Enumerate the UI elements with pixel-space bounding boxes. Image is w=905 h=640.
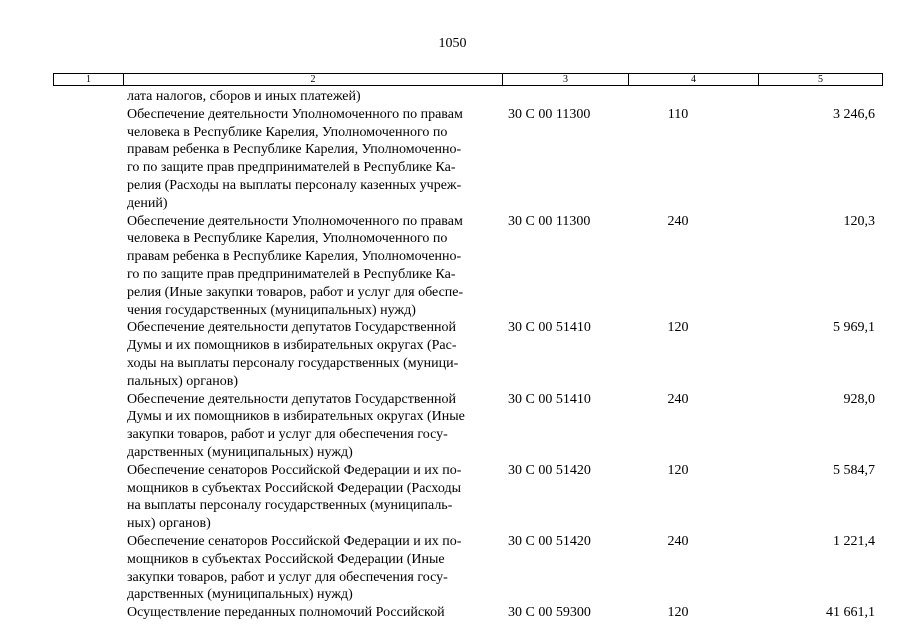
row-amount: 928,0 <box>843 391 875 407</box>
description-line: мощников в субъектах Российской Федерации (Расходы <box>127 480 462 496</box>
row-description <box>127 106 495 213</box>
description-line: го по защите прав предпринимателей в Республике Ка- <box>127 160 456 176</box>
row-target-code: 30 С 00 51410 <box>508 391 591 407</box>
description-line: человека в Республике Карелия, Уполномоченного по <box>127 231 448 247</box>
row-amount: 1 221,4 <box>833 533 875 549</box>
row-target-code: 30 С 00 11300 <box>508 106 591 122</box>
description-line: на выплаты персоналу государственных (муниципаль- <box>127 498 453 514</box>
description-line: ных) органов) <box>127 516 211 532</box>
header-row <box>54 74 883 86</box>
row-expense-type: 120 <box>667 605 689 621</box>
table-row <box>0 106 905 213</box>
description-line: Обеспечение деятельности Уполномоченного по правам <box>127 106 463 122</box>
page-number: 1050 <box>438 36 467 51</box>
header-col-3: 3 <box>503 74 629 86</box>
description-line: релия (Иные закупки товаров, работ и услуг для обеспе- <box>127 284 464 300</box>
description-line: релия (Расходы на выплаты персоналу казенных учреж- <box>127 177 462 193</box>
description-line: Думы и их помощников в избирательных округах (Рас- <box>127 338 457 354</box>
description-line: Обеспечение деятельности Уполномоченного по правам <box>127 213 463 229</box>
description-line: закупки товаров, работ и услуг для обеспечения госу- <box>127 569 448 585</box>
table-header <box>53 73 883 86</box>
description-line: Обеспечение сенаторов Российской Федерации и их по- <box>127 462 462 478</box>
row-target-code: 30 С 00 51420 <box>508 533 591 549</box>
description-line: человека в Республике Карелия, Уполномоченного по <box>127 124 448 140</box>
table-body <box>0 88 905 622</box>
row-target-code: 30 С 00 59300 <box>508 605 591 621</box>
description-line: дений) <box>127 195 168 211</box>
description-line: Обеспечение деятельности депутатов Государственной <box>127 391 457 407</box>
description-line: Осуществление переданных полномочий Российской <box>127 605 445 621</box>
row-description <box>127 604 495 622</box>
row-description <box>127 533 495 604</box>
row-expense-type: 240 <box>667 391 689 407</box>
header-col-1: 1 <box>54 74 124 86</box>
table-row <box>0 88 905 106</box>
description-line: мощников в субъектах Российской Федерации (Иные <box>127 551 445 567</box>
description-line: дарственных (муниципальных) нужд) <box>127 444 353 460</box>
row-amount: 41 661,1 <box>826 605 875 621</box>
row-amount: 5 584,7 <box>833 462 875 478</box>
table-row <box>0 319 905 390</box>
description-line: чения государственных (муниципальных) нужд) <box>127 302 416 318</box>
header-col-5: 5 <box>759 74 883 86</box>
row-description <box>127 319 495 390</box>
table-row <box>0 604 905 622</box>
row-target-code: 30 С 00 51420 <box>508 462 591 478</box>
row-target-code: 30 С 00 11300 <box>508 213 591 229</box>
description-line: го по защите прав предпринимателей в Республике Ка- <box>127 266 456 282</box>
header-col-2: 2 <box>124 74 503 86</box>
row-description <box>127 391 495 462</box>
row-expense-type: 110 <box>667 106 689 122</box>
description-line: ходы на выплаты персоналу государственных (муници- <box>127 355 459 371</box>
description-line: пальных) органов) <box>127 373 238 389</box>
description-line: закупки товаров, работ и услуг для обеспечения госу- <box>127 427 448 443</box>
description-line: дарственных (муниципальных) нужд) <box>127 587 353 603</box>
description-line: Обеспечение сенаторов Российской Федерации и их по- <box>127 533 462 549</box>
description-line: правам ребенка в Республике Карелия, Уполномоченно- <box>127 249 462 265</box>
row-amount: 5 969,1 <box>833 320 875 336</box>
row-amount: 120,3 <box>843 213 875 229</box>
table-row <box>0 533 905 604</box>
table-row <box>0 462 905 533</box>
row-expense-type: 240 <box>667 213 689 229</box>
row-description <box>127 88 495 106</box>
table-row <box>0 391 905 462</box>
row-expense-type: 240 <box>667 533 689 549</box>
row-description <box>127 462 495 533</box>
row-description <box>127 213 495 320</box>
description-line: лата налогов, сборов и иных платежей) <box>127 89 361 104</box>
table-row <box>0 213 905 320</box>
row-expense-type: 120 <box>667 462 689 478</box>
description-line: Думы и их помощников в избирательных округах (Иные <box>127 409 465 425</box>
description-line: Обеспечение деятельности депутатов Государственной <box>127 320 457 336</box>
description-line: правам ребенка в Республике Карелия, Уполномоченно- <box>127 142 462 158</box>
row-target-code: 30 С 00 51410 <box>508 320 591 336</box>
row-amount: 3 246,6 <box>833 106 875 122</box>
row-expense-type: 120 <box>667 320 689 336</box>
header-col-4: 4 <box>629 74 759 86</box>
